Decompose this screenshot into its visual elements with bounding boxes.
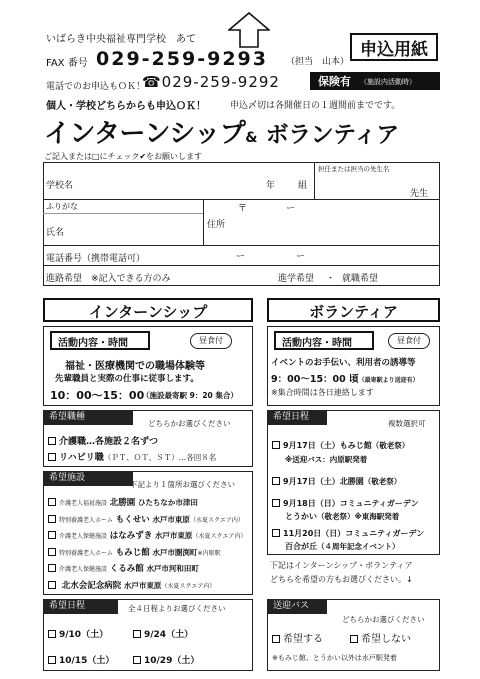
instruction-text: ご記入または□にチェック✔をお願いします	[44, 152, 203, 161]
facility-hint: 下記より１箇所お選びください	[130, 480, 235, 489]
facility-checkbox[interactable]	[48, 498, 56, 506]
facility-checkbox[interactable]	[48, 564, 56, 572]
insurance-badge: 保険有	[318, 75, 351, 88]
addressee: いばらき中央福祉専門学校 あて	[46, 34, 196, 45]
volunteer-date-option[interactable]: 11月20日（日）コミュニティガーデン	[272, 528, 424, 539]
internship-content-label: 活動内容・時間	[58, 338, 128, 349]
volunteer-title: ボランティア	[309, 303, 398, 321]
bus-no-option[interactable]: 希望しない	[350, 630, 411, 645]
postal-dash: ー	[286, 204, 296, 214]
internship-dates-tab: 希望日程	[43, 599, 118, 614]
main-title-volunteer: ボランティア	[265, 122, 399, 148]
jobs-tab: 希望職種	[43, 410, 133, 425]
year-label: 年	[266, 181, 276, 191]
volunteer-content-1: イベントのお手伝い、利用者の誘導等	[271, 358, 416, 368]
bus-tab: 送迎バス	[267, 599, 327, 614]
facility-option[interactable]: 介護老人保健施設 はなみずき 水戸市東原（水夏スクエア内）	[48, 529, 246, 541]
bus-yes-option[interactable]: 希望する	[272, 630, 323, 645]
bottom-note-1: 下記はインターンシップ・ボランティア	[270, 561, 413, 570]
main-title	[44, 113, 399, 150]
internship-title: インターンシップ	[88, 303, 208, 321]
deadline-text: 申込〆切は各開催日の１週間前までです。	[230, 101, 401, 111]
volunteer-lunch-badge: 昼食付	[388, 333, 430, 349]
facility-checkbox[interactable]	[48, 581, 56, 589]
career-option-1[interactable]: 進学希望	[278, 274, 315, 284]
internship-date-4[interactable]: 10/29（土）	[133, 653, 199, 666]
form-title: 申込用紙	[360, 40, 428, 60]
facility-option[interactable]: 介護老人福祉施設 北勝園 ひたちなか市津田	[48, 496, 198, 508]
internship-content-2: 先輩職員と実際の仕事に従事します。	[55, 374, 199, 384]
name-label: 氏名	[46, 228, 65, 238]
teacher-suffix: 先生	[410, 189, 429, 199]
internship-time-note: （施設最寄駅 9：20 集合）	[142, 391, 238, 400]
jobs-hint: どちらかお選びください	[148, 419, 231, 428]
job-2-checkbox[interactable]	[48, 453, 56, 461]
volunteer-date-checkbox[interactable]	[272, 477, 280, 485]
volunteer-date-option: 百合が丘（４周年記念イベント）	[285, 542, 400, 551]
bus-note: ※もみじ館、とうかい以外は水戸駅発着	[272, 654, 397, 662]
main-title-amp: &	[245, 130, 257, 146]
volunteer-content-label: 活動内容・時間	[282, 338, 352, 349]
phone-field-label: 電話番号（携帯電話可）	[46, 254, 146, 264]
school-label: 学校名	[46, 181, 74, 191]
volunteer-dates-hint: 複数選択可	[388, 419, 426, 428]
school-field[interactable]	[90, 168, 240, 194]
volunteer-time: 9：00～15：00 頃（最寄駅より送迎有）	[271, 374, 419, 385]
bus-yes-checkbox[interactable]	[272, 635, 280, 643]
job-1-checkbox[interactable]	[48, 437, 56, 445]
teacher-label: 担任または担当の先生名	[318, 165, 390, 173]
volunteer-date-checkbox[interactable]	[272, 499, 280, 507]
class-label: 組	[298, 181, 308, 191]
volunteer-date-option[interactable]: 9月18日（日）コミュニティガーデン	[272, 498, 419, 509]
phone-number: ☎029-259-9292	[142, 73, 280, 91]
main-title-internship: インターンシップ	[44, 119, 246, 149]
internship-content-1: 福祉・医療機関での職場体験等	[65, 361, 205, 372]
career-sep: ・	[326, 274, 336, 284]
volunteer-date-checkbox[interactable]	[272, 529, 280, 537]
bus-no-checkbox[interactable]	[350, 635, 358, 643]
bus-hint: どちらかお選びください	[342, 615, 425, 624]
volunteer-rain-note: ※集合時間は各日連絡します	[271, 388, 374, 397]
volunteer-date-checkbox[interactable]	[272, 441, 280, 449]
volunteer-date-option[interactable]: 9月17日（土）北勝園（敬老祭）	[272, 476, 401, 487]
fax-contact: （担当 山本）	[286, 57, 350, 67]
facility-option[interactable]: 特別養護老人ホーム もくせい 水戸市東原（水夏スクエア内）	[48, 513, 244, 525]
postal-mark: 〒	[238, 204, 248, 214]
bottom-note-2: どちらを希望の方もお選びください。↓	[270, 575, 413, 584]
facility-checkbox[interactable]	[48, 531, 56, 539]
volunteer-date-1-note: ※送迎バス：内原駅発着	[285, 455, 368, 464]
volunteer-date-option[interactable]: 9月17日（土）もみじ館（敬老祭）	[272, 440, 409, 451]
internship-date-2[interactable]: 9/24（土）	[133, 627, 193, 640]
fax-number: 029-259-9293	[96, 48, 268, 70]
facility-tab: 希望施設	[43, 471, 133, 486]
facility-checkbox[interactable]	[48, 548, 56, 556]
phone-dash-2: ー	[296, 252, 306, 262]
eligibility-text: 個人・学校どちらからも申込ＯＫ！	[46, 101, 206, 112]
career-label: 進路希望 ※記入できる方のみ	[46, 274, 171, 284]
internship-dates-hint: 全４日程よりお選びください	[128, 604, 226, 613]
facility-option[interactable]: 介護老人保健施設 くるみ館 水戸市河和田町	[48, 562, 199, 574]
up-arrow-icon	[228, 12, 270, 48]
internship-date-3[interactable]: 10/15（土）	[48, 653, 114, 666]
fax-label: FAX 番号	[46, 58, 88, 69]
job-option-1[interactable]: 介護職…各施設２名ずつ	[48, 434, 158, 447]
internship-time: 10：00～15：00	[50, 389, 145, 402]
address-field[interactable]	[236, 212, 436, 242]
volunteer-dates-tab: 希望日程	[267, 410, 327, 425]
facility-option[interactable]: 特別養護老人ホーム もみじ館 水戸市圏渕町※内原駅	[48, 546, 220, 558]
phone-dash-1: ー	[236, 252, 246, 262]
job-option-2[interactable]: リハビリ職（ＰＴ、ＯＴ、ＳＴ）…各回８名	[48, 450, 216, 463]
internship-date-1[interactable]: 9/10（土）	[48, 627, 108, 640]
facility-checkbox[interactable]	[48, 515, 56, 523]
volunteer-date-option: とうかい（敬老祭）※東海駅発着	[285, 512, 400, 521]
phone-label: 電話でのお申込もＯＫ！	[46, 82, 146, 92]
insurance-note: （施設内活動時）	[360, 78, 416, 86]
address-label: 住所	[207, 220, 226, 230]
name-field[interactable]	[80, 216, 198, 242]
career-option-2[interactable]: 就職希望	[342, 274, 379, 284]
furigana-label: ふりがな	[46, 202, 78, 211]
facility-option[interactable]: 北水会記念病院 水戸市東原（水夏スクエア内）	[48, 579, 215, 591]
internship-lunch-badge: 昼食付	[190, 333, 232, 349]
